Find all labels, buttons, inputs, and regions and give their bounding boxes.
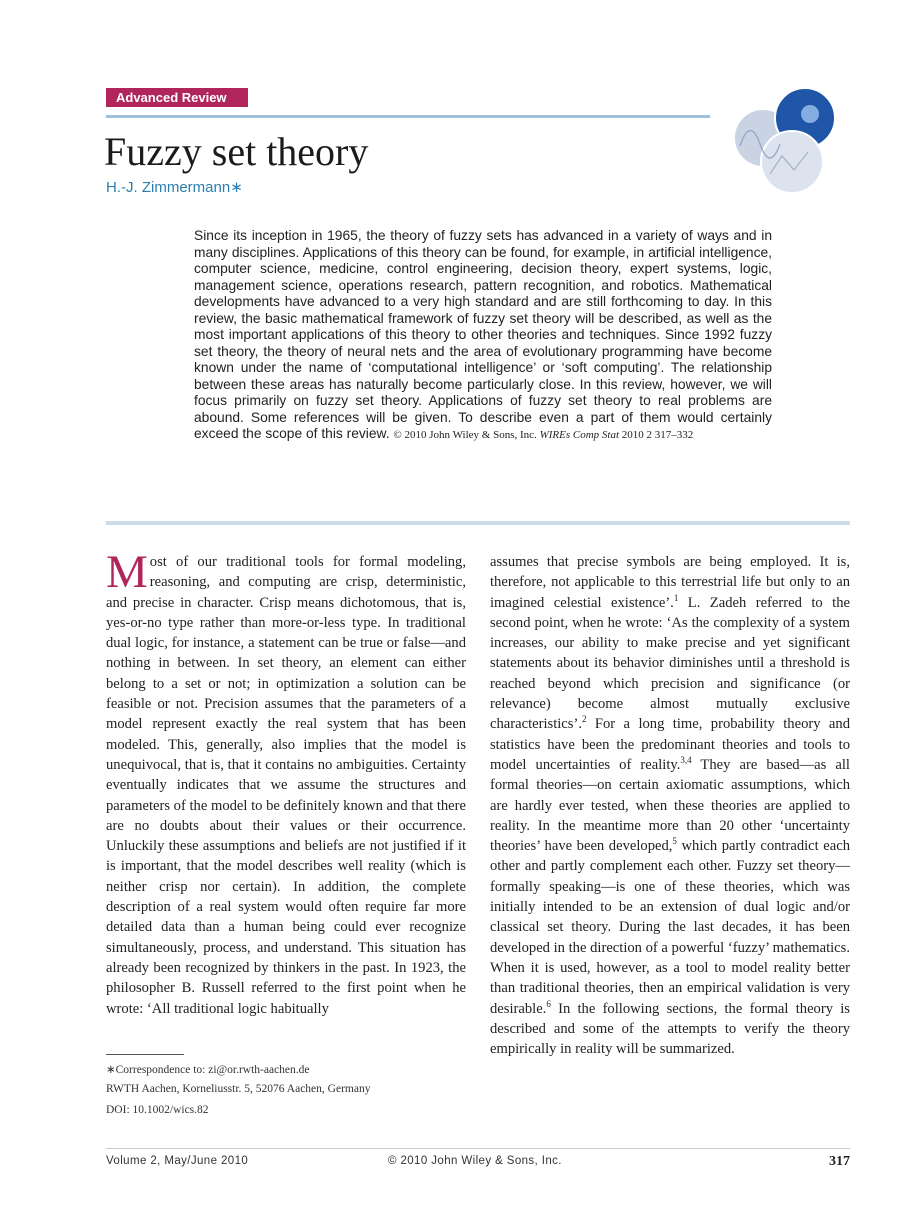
- body-text-left: ost of our traditional tools for formal modeling, reasoning, and computing are crisp, deterministic, and precise in character. Crisp means dichotomous, that is, yes-or-no type rather than more-or-less type. In traditional dual logic, for instance, a statement can be true or false—and nothing in between. In set theory, an element can either belong to a set or not; in optimization a solution can be feasible or not. Precision assumes that the parameters of a model represent exactly the real system that has been modeled. This, generally, also implies that the model is unequivocal, that is, that it contains no ambiguities. Certainty eventually indicates that we assume the structures and parameters of the model to be definitely known and that there are no doubts about their values or their occurrence. Unluckily these assumptions and beliefs are not justified if it is important, that the model describes well reality (which is neither crisp nor certain). In addition, the complete description of a real system would often require far more detailed data than a human being could ever recognize simultaneously, process, and understand. This situation has already been recognized by thinkers in the past. In 1923, the philosopher B. Russell referred to the first point when he wrote: ‘All traditional logic habitually: [106, 554, 466, 1017]
- reference-marker[interactable]: 1: [673, 592, 679, 603]
- body-text-right-6: In the following sections, the formal theory is described and some of the attempts to verify the theory empirically in reality will be summarized.: [490, 1000, 850, 1058]
- body-text-right-3: For a long time, probability theory and statistics have been the predominant theories and tools to model uncertainties of reality.: [490, 716, 850, 773]
- footer-copyright: © 2010 John Wiley & Sons, Inc.: [388, 1155, 562, 1167]
- footnote-correspondence: ∗Correspondence to: zi@or.rwth-aachen.de: [106, 1064, 310, 1076]
- body-text-right-1: assumes that precise symbols are being employed. It is, therefore, not applicable to this terrestrial life but only to an imagined celestial existence’.: [490, 554, 850, 611]
- body-text-right-5: which partly contradict each other and partly complement each other. Fuzzy set theory—formally speaking—is one of these theories, which was initially intended to be an extension of dual logic and/or classical set theory. During the last decades, it has been developed in the direction of a powerful ‘fuzzy’ mathematics. When it is used, however, as a tool to model reality better than traditional theories, then an empirical validation is very desirable.: [490, 838, 851, 1017]
- header-rule: [106, 115, 710, 118]
- abstract-citation: [393, 429, 693, 441]
- journal-name: WIREs Comp Stat: [539, 429, 620, 441]
- author: [106, 178, 243, 196]
- abstract-rule: [106, 521, 850, 525]
- drop-cap: M: [106, 546, 148, 598]
- footnote-rule: [106, 1054, 184, 1055]
- body-text-right-4: They are based—as all formal theories—on certain axiomatic assumptions, which are hardly ever tested, when these theories are applied to reality. In the meantime more than 20 other ‘uncertainty theories’ have been developed,: [490, 756, 850, 855]
- reference-marker[interactable]: 3,4: [680, 755, 692, 766]
- body-column-left: [106, 546, 466, 1019]
- reference-marker[interactable]: 6: [546, 998, 551, 1009]
- abstract: [194, 228, 772, 444]
- abstract-copyright: © 2010 John Wiley & Sons, Inc.: [393, 429, 537, 441]
- footnote-doi: DOI: 10.1002/wics.82: [106, 1104, 209, 1116]
- reference-marker[interactable]: 5: [672, 836, 677, 847]
- author-name: H.-J. Zimmermann: [106, 179, 231, 196]
- page-number: 317: [829, 1154, 850, 1169]
- footnote-address: RWTH Aachen, Korneliusstr. 5, 52076 Aachen, Germany: [106, 1083, 371, 1095]
- abstract-text: Since its inception in 1965, the theory of fuzzy sets has advanced in a variety of ways and in many disciplines. Applications of this theory can be found, for example, in artificial intelligence, computer science, medicine, control engineering, decision theory, expert systems, logic, management science, operations research, pattern recognition, and robotics. Mathematical developments have advanced to a very high standard and are still forthcoming to day. In this review, the basic mathematical framework of fuzzy set theory will be described, as well as the most important applications of this theory to other theories and techniques. Since 1992 fuzzy set theory, the theory of neural nets and the area of evolutionary programming have become known under the name of ‘computational intelligence’ or ‘soft computing’. The relationship between these areas has naturally become particularly close. In this review, however, we will focus primarily on fuzzy set theory. Applications of fuzzy set theory to real problems are abound. Some references will be given. To describe even a part of them would certainly exceed the scope of this review.: [194, 228, 772, 441]
- body-text-right-2: L. Zadeh referred to the second point, when he wrote: ‘As the complexity of a system increases, our ability to make precise and yet significant statements about its behavior diminishes until a threshold is reached beyond which precision and significance (or relevance) become almost mutually exclusive characteristics’.: [490, 594, 850, 733]
- journal-logo-icon: [728, 86, 840, 198]
- body-column-right: [490, 552, 850, 1059]
- volume-info: 2010 2 317–332: [621, 429, 694, 441]
- article-type-badge: Advanced Review: [106, 88, 248, 107]
- author-mark: ∗: [230, 179, 243, 196]
- reference-marker[interactable]: 2: [581, 714, 587, 725]
- footer-rule: [106, 1148, 850, 1149]
- article-title: Fuzzy set theory: [104, 129, 369, 174]
- footer-volume: Volume 2, May/June 2010: [106, 1155, 249, 1167]
